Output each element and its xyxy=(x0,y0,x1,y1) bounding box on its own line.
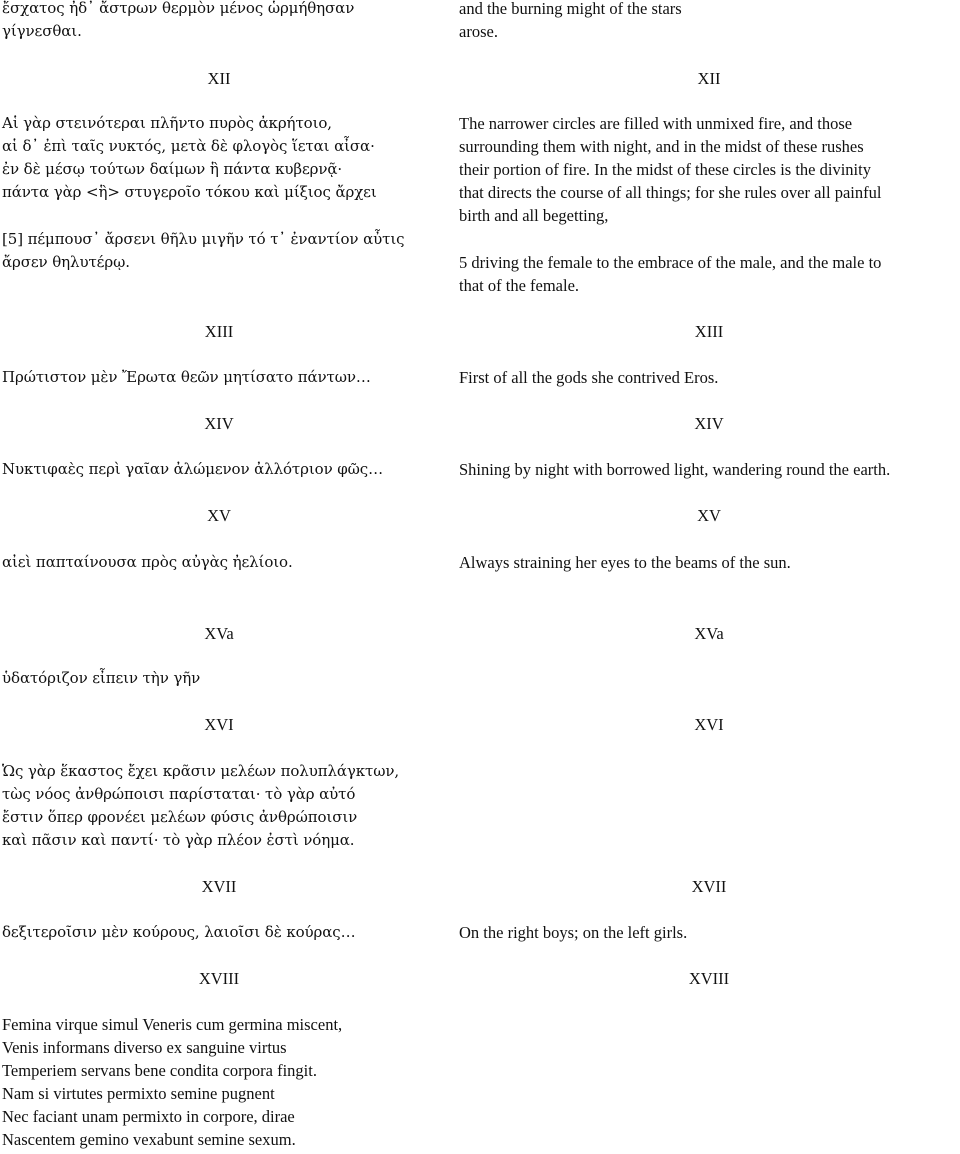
text-line: 5 driving the female to the embrace of the male, and the male to xyxy=(459,253,882,272)
greek-fragment-xii-line5 xyxy=(2,228,404,274)
text-line: The narrower circles are filled with unmixed fire, and those xyxy=(459,114,853,133)
section-heading-xii: XII xyxy=(207,69,231,88)
greek-fragment-xii xyxy=(2,112,377,204)
greek-top-lines xyxy=(2,0,354,43)
text-line: ἄρσεν θηλυτέρῳ. xyxy=(2,253,130,271)
text-line: Ὡς γὰρ ἕκαστος ἔχει κρᾶσιν μελέων πολυπλάγκτων, xyxy=(2,762,400,780)
section-heading-xviii: XVIII xyxy=(198,969,240,988)
section-heading-xiii: XIII xyxy=(204,322,234,341)
greek-fragment-xvii: δεξιτεροῖσιν μὲν κούρους, λαιοῖσι δὲ κούρας… xyxy=(2,923,356,941)
english-top-lines xyxy=(459,0,682,43)
section-heading-xviii: XVIII xyxy=(688,969,730,988)
section-heading-xva: XVa xyxy=(204,624,234,643)
section-heading-xii: XII xyxy=(697,69,721,88)
section-heading-xva: XVa xyxy=(694,624,724,643)
text-line: ἔσχατος ἠδ᾽ ἄστρων θερμὸν μένος ὡρμήθησαν xyxy=(2,0,355,17)
text-line: and the burning might of the stars xyxy=(459,0,682,18)
text-line: [5] πέμπουσ᾽ ἄρσενι θῆλυ μιγῆν τό τ᾽ ἐναντίον αὖτις xyxy=(2,230,405,248)
text-line: τὼς νόος ἀνθρώποισι παρίσταται· τὸ γὰρ αὐτό xyxy=(2,785,356,803)
text-line: their portion of fire. In the midst of these circles is the divinity xyxy=(459,160,871,179)
text-line: Nec faciant unam permixto in corpore, dirae xyxy=(2,1107,295,1126)
text-line: αἱ δ᾽ ἐπὶ ταῖς νυκτός, μετὰ δὲ φλογὸς ἵεται αἶσα· xyxy=(2,137,375,155)
section-heading-xvii: XVII xyxy=(691,877,727,896)
greek-fragment-xiv: Νυκτιφαὲς περὶ γαῖαν ἀλώμενον ἀλλότριον φῶς… xyxy=(2,460,383,478)
text-line: that directs the course of all things; for she rules over all painful xyxy=(459,183,882,202)
section-heading-xvi: XVI xyxy=(204,715,234,734)
section-heading-xiv: XIV xyxy=(694,414,724,433)
section-heading-xiv: XIV xyxy=(204,414,234,433)
section-heading-xvii: XVII xyxy=(201,877,237,896)
latin-fragment-xviii xyxy=(2,1013,342,1151)
english-fragment-xvii: On the right boys; on the left girls. xyxy=(459,923,688,942)
text-line: surrounding them with night, and in the midst of these rushes xyxy=(459,137,864,156)
english-fragment-xii-line5 xyxy=(459,251,881,297)
text-line: πάντα γὰρ <ἣ> στυγεροῖο τόκου καὶ μίξιος ἄρχει xyxy=(2,183,377,201)
text-line: γίγνεσθαι. xyxy=(2,22,82,40)
text-line: Αἱ γὰρ στεινότεραι πλῆντο πυρὸς ἀκρήτοιο, xyxy=(2,114,332,132)
greek-fragment-xiii: Πρώτιστον μὲν Ἔρωτα θεῶν μητίσατο πάντων… xyxy=(2,368,371,386)
english-fragment-xiv: Shining by night with borrowed light, wandering round the earth. xyxy=(459,460,891,479)
text-line: ἔστιν ὅπερ φρονέει μελέων φύσις ἀνθρώποισιν xyxy=(2,808,358,826)
english-fragment-xii xyxy=(459,112,881,227)
text-line: Venis informans diverso ex sanguine virtus xyxy=(2,1038,287,1057)
text-line: Femina virque simul Veneris cum germina miscent, xyxy=(2,1015,343,1034)
text-line: καὶ πᾶσιν καὶ παντί· τὸ γὰρ πλέον ἐστὶ νόημα. xyxy=(2,831,355,849)
text-line: ἐν δὲ μέσῳ τούτων δαίμων ἣ πάντα κυβερνᾷ· xyxy=(2,160,343,178)
text-line: that of the female. xyxy=(459,276,580,295)
section-heading-xv: XV xyxy=(697,506,721,525)
section-heading-xvi: XVI xyxy=(694,715,724,734)
text-line: Nascentem gemino vexabunt semine sexum. xyxy=(2,1130,296,1149)
text-line: Temperiem servans bene condita corpora fingit. xyxy=(2,1061,317,1080)
section-heading-xiii: XIII xyxy=(694,322,724,341)
english-fragment-xiii: First of all the gods she contrived Eros. xyxy=(459,368,719,387)
section-heading-xv: XV xyxy=(207,506,231,525)
greek-fragment-xva: ὑδατόριζον εἶπειν τὴν γῆν xyxy=(2,669,201,687)
greek-fragment-xvi xyxy=(2,760,399,852)
english-fragment-xv: Always straining her eyes to the beams of the sun. xyxy=(459,553,791,572)
greek-fragment-xv: αἰεὶ παπταίνουσα πρὸς αὐγὰς ἠελίοιο. xyxy=(2,553,293,571)
text-line: arose. xyxy=(459,22,498,41)
text-line: birth and all begetting, xyxy=(459,206,609,225)
text-line: Nam si virtutes permixto semine pugnent xyxy=(2,1084,275,1103)
